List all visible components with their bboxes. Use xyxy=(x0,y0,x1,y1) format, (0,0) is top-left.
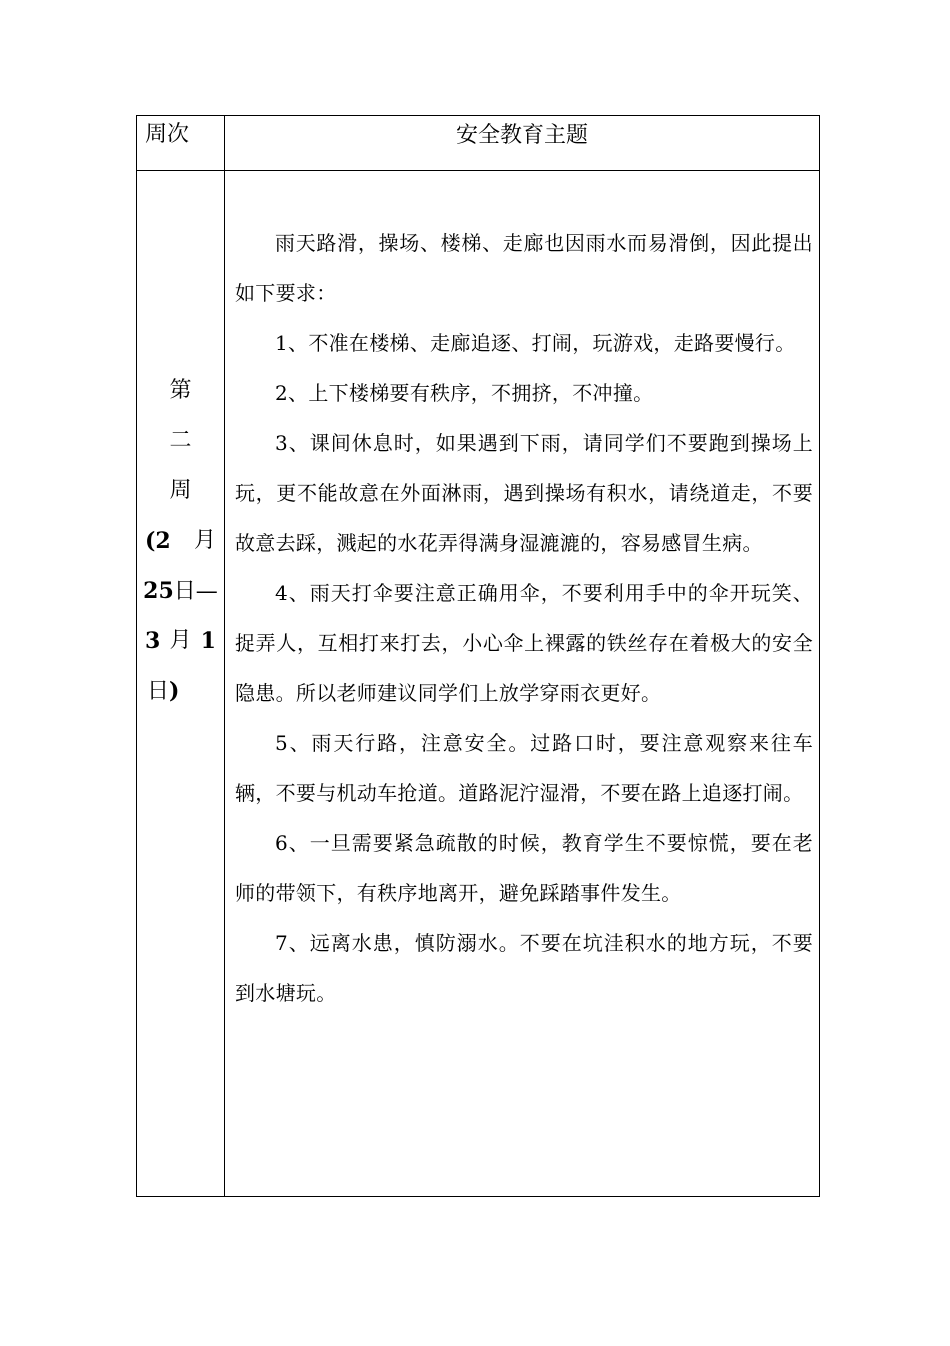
topic-content xyxy=(235,218,813,1018)
content-paragraph-5: 5、雨天行路，注意安全。过路口时，要注意观察来往车辆，不要与机动车抢道。道路泥泞湿滑，不要在路上追逐打闹。 xyxy=(235,731,813,805)
content-paragraph-3: 3、课间休息时，如果遇到下雨，请同学们不要跑到操场上玩，更不能故意在外面淋雨，遇到操场有积水，请绕道走，不要故意去踩，溅起的水花弄得满身湿漉漉的，容易感冒生病。 xyxy=(235,431,813,555)
content-paragraph-6: 6、一旦需要紧急疏散的时候，教育学生不要惊慌，要在老师的带领下，有秩序地离开，避免踩踏事件发生。 xyxy=(235,831,813,905)
week-label xyxy=(137,366,224,716)
week-line-7 xyxy=(137,666,224,716)
content-paragraph-7: 7、远离水患，慎防溺水。不要在坑洼积水的地方玩，不要到水塘玩。 xyxy=(235,931,813,1005)
week-date-start: (2 xyxy=(145,528,171,554)
week-end-day-char: 日 xyxy=(147,679,170,704)
week-day-dash: 日— xyxy=(173,579,218,604)
week-day-number: 25 xyxy=(143,578,174,604)
week-month-char: 月 xyxy=(193,528,216,553)
content-paragraph-1: 1、不准在楼梯、走廊追逐、打闹，玩游戏，走路要慢行。 xyxy=(275,331,796,355)
content-paragraph-4: 4、雨天打伞要注意正确用伞，不要利用手中的伞开玩笑、捉弄人，互相打来打去，小心伞上裸露的铁丝存在着极大的安全隐患。所以老师建议同学们上放学穿雨衣更好。 xyxy=(235,581,813,705)
week-end-day: 1 xyxy=(200,628,216,654)
header-topic-cell: 安全教育主题 xyxy=(455,123,588,148)
week-line-5 xyxy=(137,566,224,616)
week-end-month-char: 月 xyxy=(169,628,192,653)
content-paragraph-2: 2、上下楼梯要有秩序，不拥挤，不冲撞。 xyxy=(275,381,654,405)
safety-education-table xyxy=(136,115,820,1197)
content-paragraph-intro: 雨天路滑，操场、楼梯、走廊也因雨水而易滑倒，因此提出如下要求： xyxy=(235,231,813,305)
header-divider xyxy=(137,170,819,171)
week-line-4 xyxy=(137,516,224,566)
column-divider xyxy=(224,116,225,1196)
week-line-1: 第 xyxy=(169,378,192,403)
header-week-cell: 周次 xyxy=(145,122,190,147)
week-line-2: 二 xyxy=(169,428,192,453)
week-line-3: 周 xyxy=(169,478,192,503)
week-close-paren: ) xyxy=(169,678,180,704)
week-line-6 xyxy=(137,616,224,666)
week-end-month: 3 xyxy=(145,628,161,654)
